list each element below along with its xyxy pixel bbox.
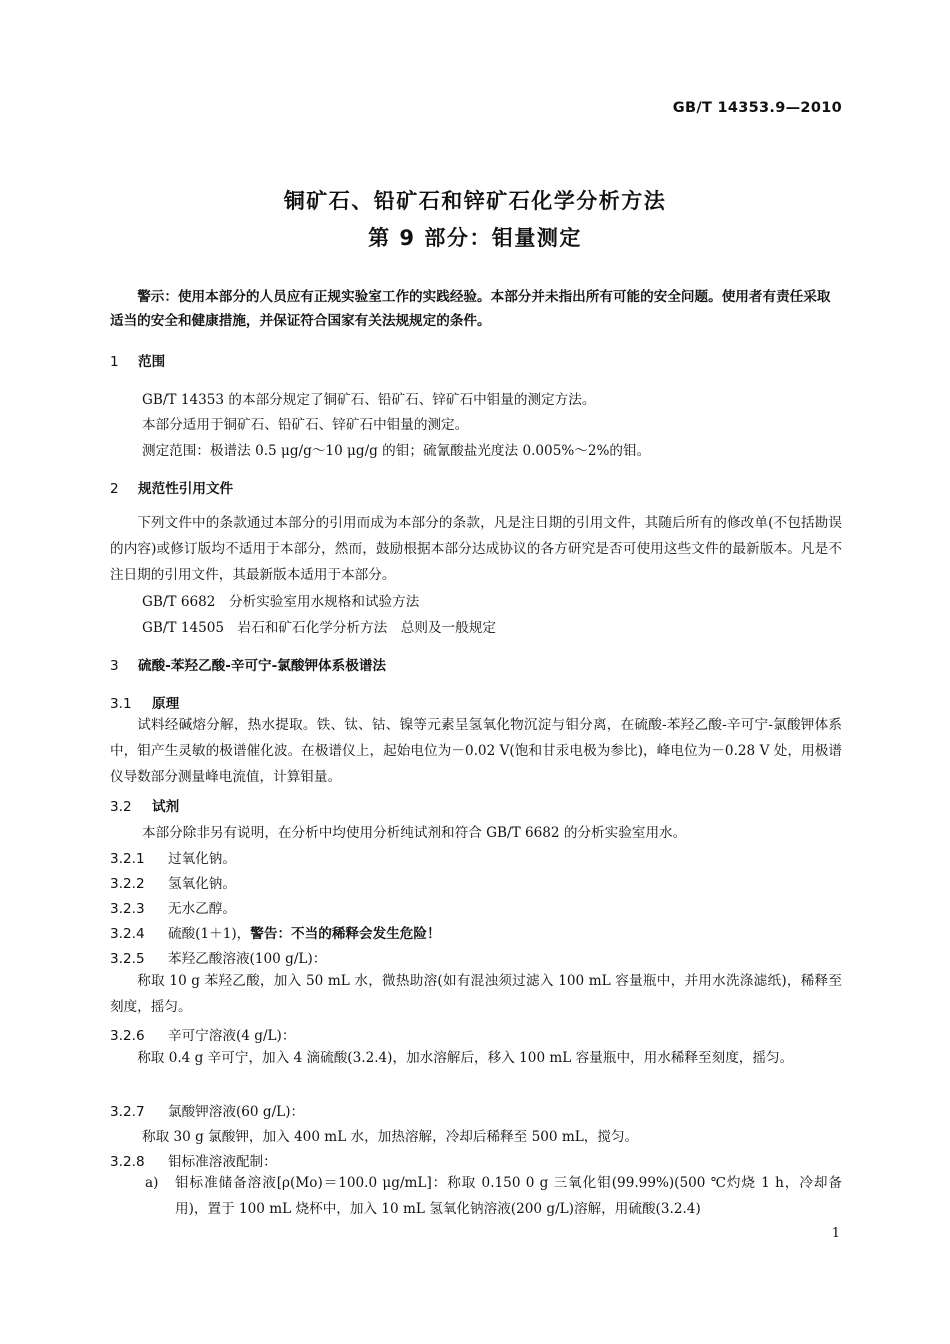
paragraph: 本部分除非另有说明，在分析中均使用分析纯试剂和符合 GB/T 6682 的分析实验室用水。 (142, 825, 687, 841)
reference-item: GB/T 14505 岩石和矿石化学分析方法 总则及一般规定 (142, 620, 496, 636)
clause-text: 硫酸(1＋1)， (168, 926, 251, 942)
subsection-number: 3.2 (110, 799, 132, 815)
document-subtitle: 第 9 部分：钼量测定 (368, 226, 582, 250)
list-item (145, 1170, 842, 1222)
clause-item (110, 872, 236, 892)
section-title: 规范性引用文件 (138, 481, 234, 497)
paragraph: 下列文件中的条款通过本部分的引用而成为本部分的条款，凡是注日期的引用文件，其随后所有的修改单(不包括勘误的内容)或修订版均不适用于本部分，然而，鼓励根据本部分达成协议的各方研究是否可使用这些文件的最新版本。凡是不注日期的引用文件，其最新版本适用于本部分。 (110, 515, 842, 583)
section-1-heading (110, 350, 165, 370)
clause-item (110, 947, 326, 967)
subsection-number: 3.1 (110, 696, 132, 712)
subsection-heading (110, 795, 179, 815)
section-title: 范围 (138, 354, 166, 370)
safety-warning: 警示：使用本部分的人员应有正规实验室工作的实践经验。本部分并未指出所有可能的安全问题。使用者有责任采取适当的安全和健康措施，并保证符合国家有关法规规定的条件。 (110, 289, 831, 329)
clause-number: 3.2.5 (110, 951, 145, 967)
clause-item (110, 847, 236, 867)
section-number: 3 (110, 658, 119, 674)
section-3-heading (110, 654, 386, 674)
clause-item (110, 1024, 295, 1044)
clause-number: 3.2.1 (110, 851, 145, 867)
clause-text: 苯羟乙酸溶液(100 g/L)： (168, 951, 327, 967)
clause-number: 3.2.4 (110, 926, 145, 942)
standard-number: GB/T 14353.9—2010 (672, 100, 842, 116)
page-number: 1 (831, 1226, 840, 1241)
clause-number: 3.2.6 (110, 1028, 145, 1044)
clause-number: 3.2.8 (110, 1154, 145, 1170)
paragraph: 称取 0.4 g 辛可宁，加入 4 滴硫酸(3.2.4)，加水溶解后，移入 100 mL 容量瓶中，用水稀释至刻度，摇匀。 (137, 1050, 794, 1066)
clause-number: 3.2.3 (110, 901, 145, 917)
clause-text: 氢氧化钠。 (168, 876, 236, 892)
paragraph: GB/T 14353 的本部分规定了铜矿石、铅矿石、锌矿石中钼量的测定方法。 (142, 392, 596, 408)
clause-item (110, 1150, 277, 1170)
subsection-title: 原理 (152, 696, 180, 712)
paragraph: 称取 10 g 苯羟乙酸，加入 50 mL 水，微热助溶(如有混浊须过滤入 100 mL 容量瓶中，并用水洗涤滤纸)，稀释至刻度，摇匀。 (110, 973, 842, 1015)
list-text: 钼标准储备溶液[ρ(Mo)＝100.0 μg/mL]：称取 0.150 0 g 三氧化钼(99.99%)(500 ℃灼烧 1 h，冷却备用)，置于 100 mL 烧杯中，加入 10 mL 氢氧化钠溶液(200 g/L)溶解，用硫酸(3.2.4) (175, 1175, 842, 1217)
paragraph: 称取 30 g 氯酸钾，加入 400 mL 水，加热溶解，冷却后稀释至 500 mL，搅匀。 (142, 1129, 639, 1145)
paragraph: 试料经碱熔分解，热水提取。铁、钛、钴、镍等元素呈氢氧化物沉淀与钼分离，在硫酸-苯羟乙酸-辛可宁-氯酸钾体系中，钼产生灵敏的极谱催化波。在极谱仪上，起始电位为－0.02 V(饱和甘汞电极为参比)，峰电位为－0.28 V 处，用极谱仪导数部分测量峰电流值，计算钼量。 (110, 717, 842, 785)
subsection-title: 试剂 (152, 799, 180, 815)
section-number: 1 (110, 354, 119, 370)
danger-warning: 警告：不当的稀释会发生危险！ (250, 926, 441, 942)
clause-text: 氯酸钾溶液(60 g/L)： (168, 1104, 305, 1120)
section-title: 硫酸-苯羟乙酸-辛可宁-氯酸钾体系极谱法 (138, 658, 387, 674)
section-2-heading (110, 477, 233, 497)
clause-item (110, 897, 236, 917)
reference-item: GB/T 6682 分析实验室用水规格和试验方法 (142, 594, 420, 610)
list-label: a) (145, 1175, 159, 1191)
section-number: 2 (110, 481, 119, 497)
clause-item (110, 1100, 304, 1120)
clause-number: 3.2.2 (110, 876, 145, 892)
clause-text: 过氧化钠。 (168, 851, 236, 867)
clause-text: 辛可宁溶液(4 g/L)： (168, 1028, 296, 1044)
document-title: 铜矿石、铅矿石和锌矿石化学分析方法 (283, 189, 667, 213)
clause-item (110, 922, 441, 942)
clause-text: 钼标准溶液配制： (168, 1154, 277, 1170)
paragraph: 本部分适用于铜矿石、铅矿石、锌矿石中钼量的测定。 (142, 417, 469, 433)
clause-text: 无水乙醇。 (168, 901, 236, 917)
clause-number: 3.2.7 (110, 1104, 145, 1120)
paragraph: 测定范围：极谱法 0.5 μg/g～10 μg/g 的钼；硫氰酸盐光度法 0.005%～2%的钼。 (142, 443, 651, 459)
subsection-heading (110, 692, 179, 712)
